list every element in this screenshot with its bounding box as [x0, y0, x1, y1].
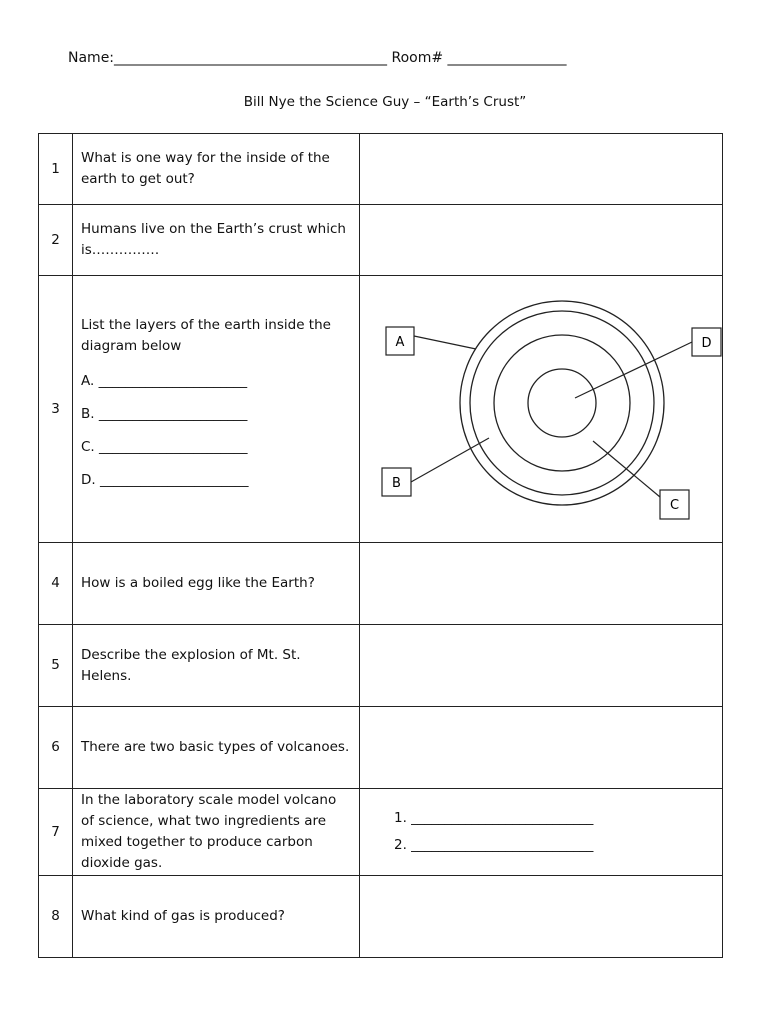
question-row-6 — [39, 707, 723, 789]
question-number: 8 — [39, 876, 73, 958]
answer-cell[interactable] — [360, 876, 723, 958]
core-circle — [528, 369, 596, 437]
leader-line-d — [575, 342, 692, 398]
layer-blank-d[interactable]: D. ______________________ — [81, 472, 249, 488]
ingredient-lines — [360, 808, 722, 856]
answer-cell[interactable] — [360, 789, 723, 876]
room-label: Room# — [391, 50, 444, 66]
label-c: C — [669, 498, 680, 513]
question-text: How is a boiled egg like the Earth? — [73, 543, 360, 625]
room-field[interactable]: _________________ — [447, 50, 567, 66]
question-number: 6 — [39, 707, 73, 789]
question-number: 5 — [39, 625, 73, 707]
label-d: D — [701, 336, 712, 351]
question-row-3 — [39, 276, 723, 543]
ingredient-line-2[interactable]: 2. ___________________________ — [394, 837, 594, 853]
question-row-8 — [39, 876, 723, 958]
question-text: Humans live on the Earth’s crust which is…………… — [73, 205, 360, 276]
crust-inner-circle — [470, 311, 654, 495]
question-text: What is one way for the inside of the earth to get out? — [73, 134, 360, 205]
answer-cell[interactable] — [360, 543, 723, 625]
name-label: Name: — [68, 50, 115, 66]
question-text: In the laboratory scale model volcano of science, what two ingredients are mixed together to produce carbon dioxide gas. — [73, 789, 360, 876]
answer-cell[interactable] — [360, 134, 723, 205]
layer-blank-a[interactable]: A. ______________________ — [81, 373, 248, 389]
layer-blank-b[interactable]: B. ______________________ — [81, 406, 248, 422]
earth-layers-diagram — [360, 276, 722, 542]
name-field[interactable]: _______________________________________ — [114, 50, 388, 66]
question-number: 1 — [39, 134, 73, 205]
question-number: 7 — [39, 789, 73, 876]
leader-line-c — [593, 441, 660, 497]
answer-cell[interactable] — [360, 205, 723, 276]
question-row-7 — [39, 789, 723, 876]
question-row-1 — [39, 134, 723, 205]
question-number: 4 — [39, 543, 73, 625]
question-text: List the layers of the earth inside the diagram below — [81, 317, 331, 354]
mantle-circle — [494, 335, 630, 471]
answer-cell[interactable] — [360, 625, 723, 707]
header-line — [68, 50, 567, 66]
question-number: 3 — [39, 276, 73, 543]
label-a: A — [395, 335, 405, 350]
layer-blank-c[interactable]: C. ______________________ — [81, 439, 248, 455]
worksheet-title: Bill Nye the Science Guy – “Earth’s Crust” — [243, 94, 527, 110]
leader-line-a — [414, 336, 476, 349]
earth-diagram-cell — [360, 276, 723, 543]
question-number: 2 — [39, 205, 73, 276]
label-b: B — [392, 476, 401, 491]
layer-blank-list — [81, 371, 351, 491]
ingredient-line-1[interactable]: 1. ___________________________ — [394, 810, 594, 826]
question-text: There are two basic types of volcanoes. — [73, 707, 360, 789]
answer-cell[interactable] — [360, 707, 723, 789]
question-row-5 — [39, 625, 723, 707]
question-text: Describe the explosion of Mt. St. Helens. — [73, 625, 360, 707]
question-cell — [73, 276, 360, 543]
questions-table — [38, 133, 723, 958]
question-text: What kind of gas is produced? — [73, 876, 360, 958]
question-row-4 — [39, 543, 723, 625]
question-row-2 — [39, 205, 723, 276]
